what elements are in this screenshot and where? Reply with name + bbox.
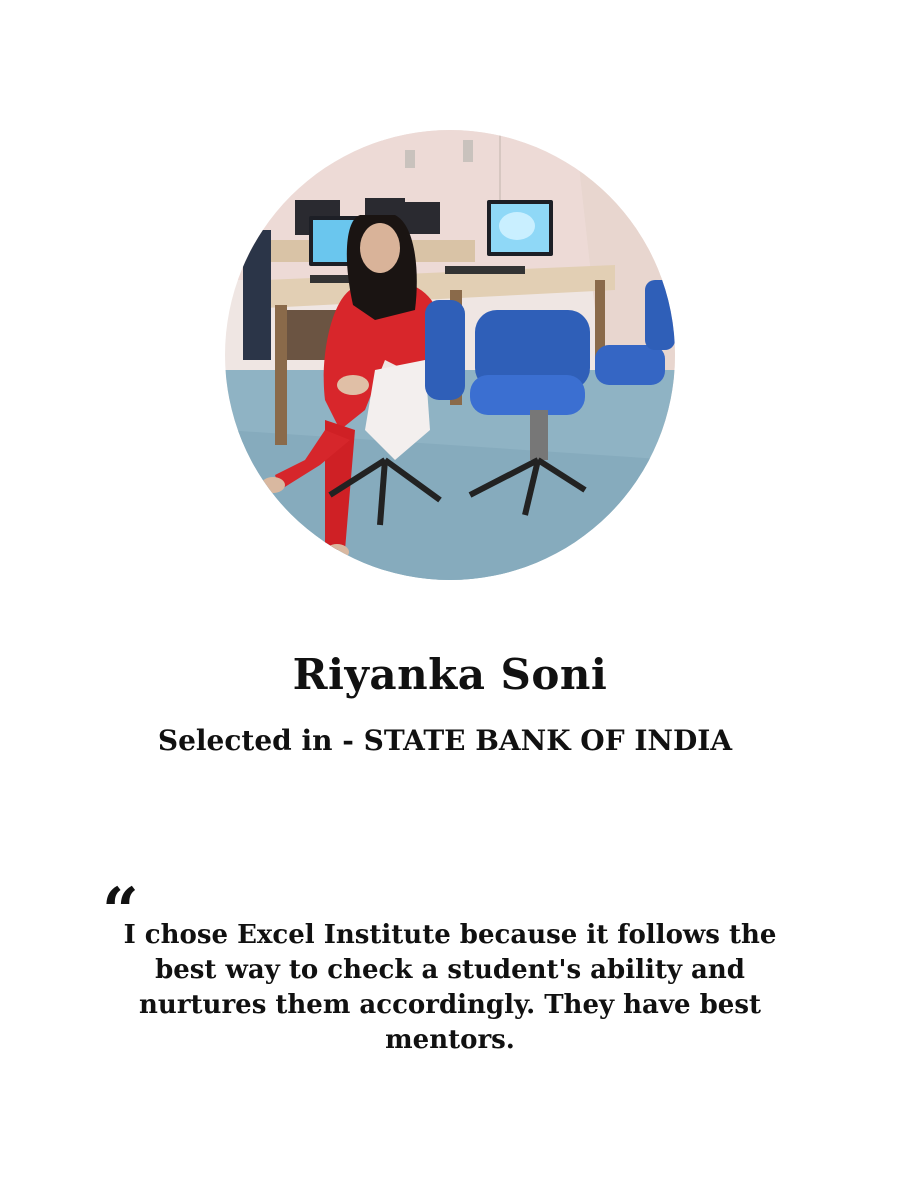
profile-photo xyxy=(225,130,675,580)
quote-mark-icon: “ xyxy=(102,874,139,949)
person-name: Riyanka Soni xyxy=(292,650,608,699)
selection-info: Selected in - STATE BANK OF INDIA xyxy=(157,724,733,757)
testimonial-quote: I chose Excel Institute because it follows the best way to check a student's ability and nurtures them accordingly. They have best mentors. xyxy=(123,920,777,1055)
